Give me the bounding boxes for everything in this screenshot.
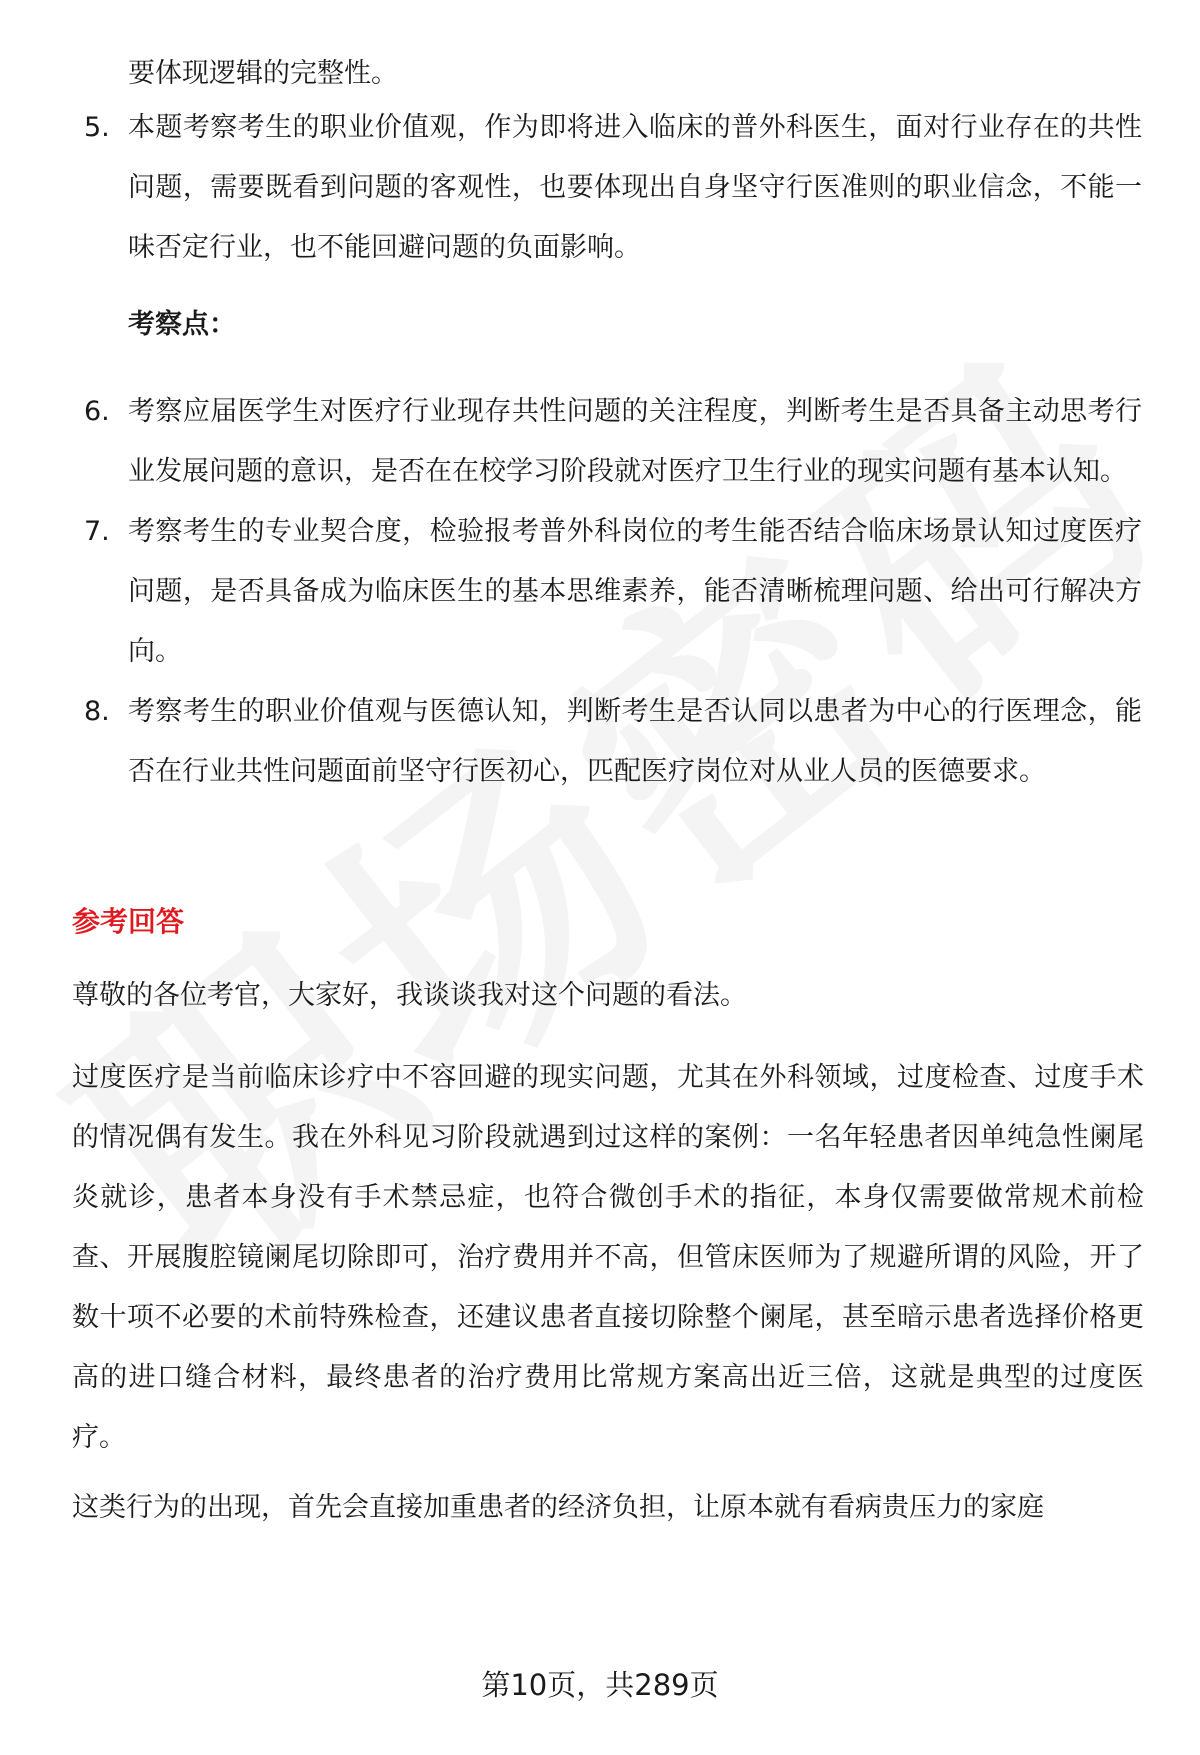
- list-item: [0, 98, 1200, 278]
- continuation-line: 要体现逻辑的完整性。: [128, 58, 398, 89]
- list-item-number: 7.: [84, 516, 110, 547]
- list-section-b: [0, 382, 1200, 802]
- answer-section-title: 参考回答: [72, 905, 185, 938]
- list-item: [0, 382, 1200, 502]
- list-item: [0, 502, 1200, 682]
- list-item-number: 8.: [84, 696, 110, 727]
- greeting-paragraph: 尊敬的各位考官，大家好，我谈谈我对这个问题的看法。: [72, 980, 747, 1011]
- list-item-number: 5.: [84, 112, 110, 143]
- list-item: [0, 682, 1200, 802]
- list-item-number: 6.: [84, 396, 110, 427]
- kaocha-heading: 考察点：: [128, 309, 236, 340]
- page-number: 第10页，共289页: [481, 1668, 719, 1702]
- body-paragraph-2: 这类行为的出现，首先会直接加重患者的经济负担，让原本就有看病贵压力的家庭: [72, 1492, 1044, 1523]
- list-item-text: 本题考察考生的职业价值观，作为即将进入临床的普外科医生，面对行业存在的共性问题，需要既看到问题的客观性，也要体现出自身坚守行医准则的职业信念，不能一味否定行业，也不能回避问题的负面影响。: [128, 112, 1142, 263]
- body-paragraph-1: 过度医疗是当前临床诊疗中不容回避的现实问题，尤其在外科领域，过度检查、过度手术的情况偶有发生。我在外科见习阶段就遇到过这样的案例：一名年轻患者因单纯急性阑尾炎就诊，患者本身没有手术禁忌症，也符合微创手术的指征，本身仅需要做常规术前检查、开展腹腔镜阑尾切除即可，治疗费用并不高，但管床医师为了规避所谓的风险，开了数十项不必要的术前特殊检查，还建议患者直接切除整个阑尾，甚至暗示患者选择价格更高的进口缝合材料，最终患者的治疗费用比常规方案高出近三倍，这就是典型的过度医疗。: [72, 1062, 1144, 1453]
- list-item-text: 考察应届医学生对医疗行业现存共性问题的关注程度，判断考生是否具备主动思考行业发展问题的意识，是否在在校学习阶段就对医疗卫生行业的现实问题有基本认知。: [128, 396, 1142, 487]
- list-section-a: [0, 98, 1200, 278]
- list-item-text: 考察考生的职业价值观与医德认知，判断考生是否认同以患者为中心的行医理念，能否在行业共性问题面前坚守行医初心，匹配医疗岗位对从业人员的医德要求。: [128, 696, 1142, 787]
- list-item-text: 考察考生的专业契合度，检验报考普外科岗位的考生能否结合临床场景认知过度医疗问题，是否具备成为临床医生的基本思维素养，能否清晰梳理问题、给出可行解决方向。: [128, 516, 1142, 667]
